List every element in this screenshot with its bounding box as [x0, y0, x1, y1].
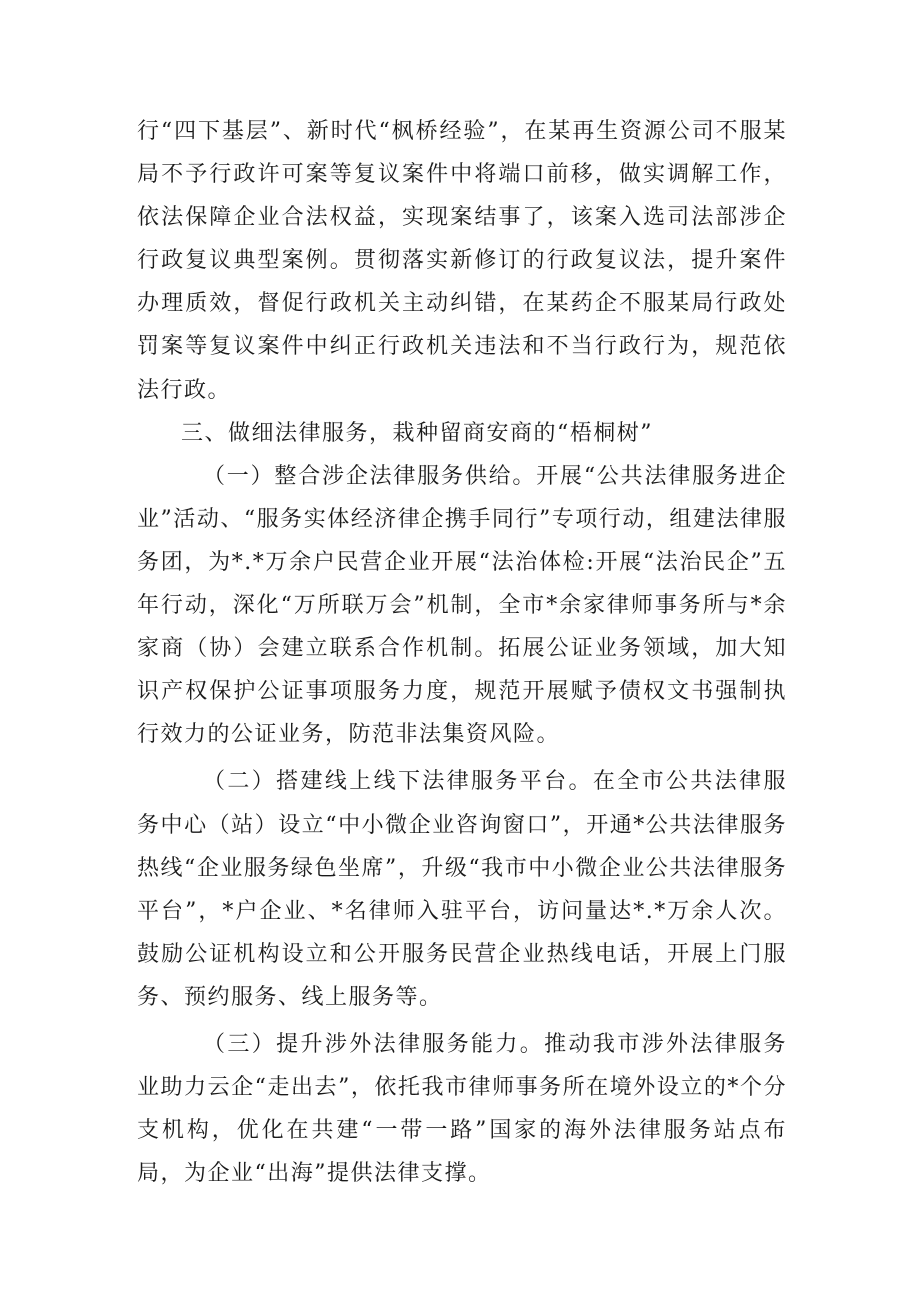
paragraph-section-3: （三）提升涉外法律服务能力。推动我市涉外法律服务业助力云企“走出去”，依托我市律师事务所在境外设立的*个分支机构，优化在共建“一带一路”国家的海外法律服务站点布局，为企业“出海”提供法律支撑。 — [137, 1031, 787, 1187]
paragraph-continuation: 行“四下基层”、新时代“枫桥经验”，在某再生资源公司不服某局不予行政许可案等复议案件中将端口前移，做实调解工作，依法保障企业合法权益，实现案结事了，该案入选司法部涉企行政复议典型案例。贯彻落实新修订的行政复议法，提升案件办理质效，督促行政机关主动纠错，在某药企不服某局行政处罚案等复议案件中纠正行政机关违法和不当行政行为，规范依法行政。 — [137, 119, 787, 403]
section-heading-three: 三、做细法律服务，栽种留商安商的“梧桐树” — [181, 420, 653, 446]
document-body — [137, 110, 787, 1195]
paragraph-section-2: （二）搭建线上线下法律服务平台。在全市公共法律服务中心（站）设立“中小微企业咨询窗口”，开通*公共法律服务热线“企业服务绿色坐席”，升级“我市中小微企业公共法律服务平台”，*户企业、*名律师入驻平台，访问量达*.*万余人次。鼓励公证机构设立和公开服务民营企业热线电话，开展上门服务、预约服务、线上服务等。 — [137, 769, 787, 1010]
paragraph-section-1: （一）整合涉企法律服务供给。开展“公共法律服务进企业”活动、“服务实体经济律企携手同行”专项行动，组建法律服务团，为*.*万余户民营企业开展“法治体检:开展“法治民企”五年行动，深化“万所联万会”机制，全市*余家律师事务所与*余家商（协）会建立联系合作机制。拓展公证业务领域，加大知识产权保护公证事项服务力度，规范开展赋予债权文书强制执行效力的公证业务，防范非法集资风险。 — [137, 463, 787, 748]
